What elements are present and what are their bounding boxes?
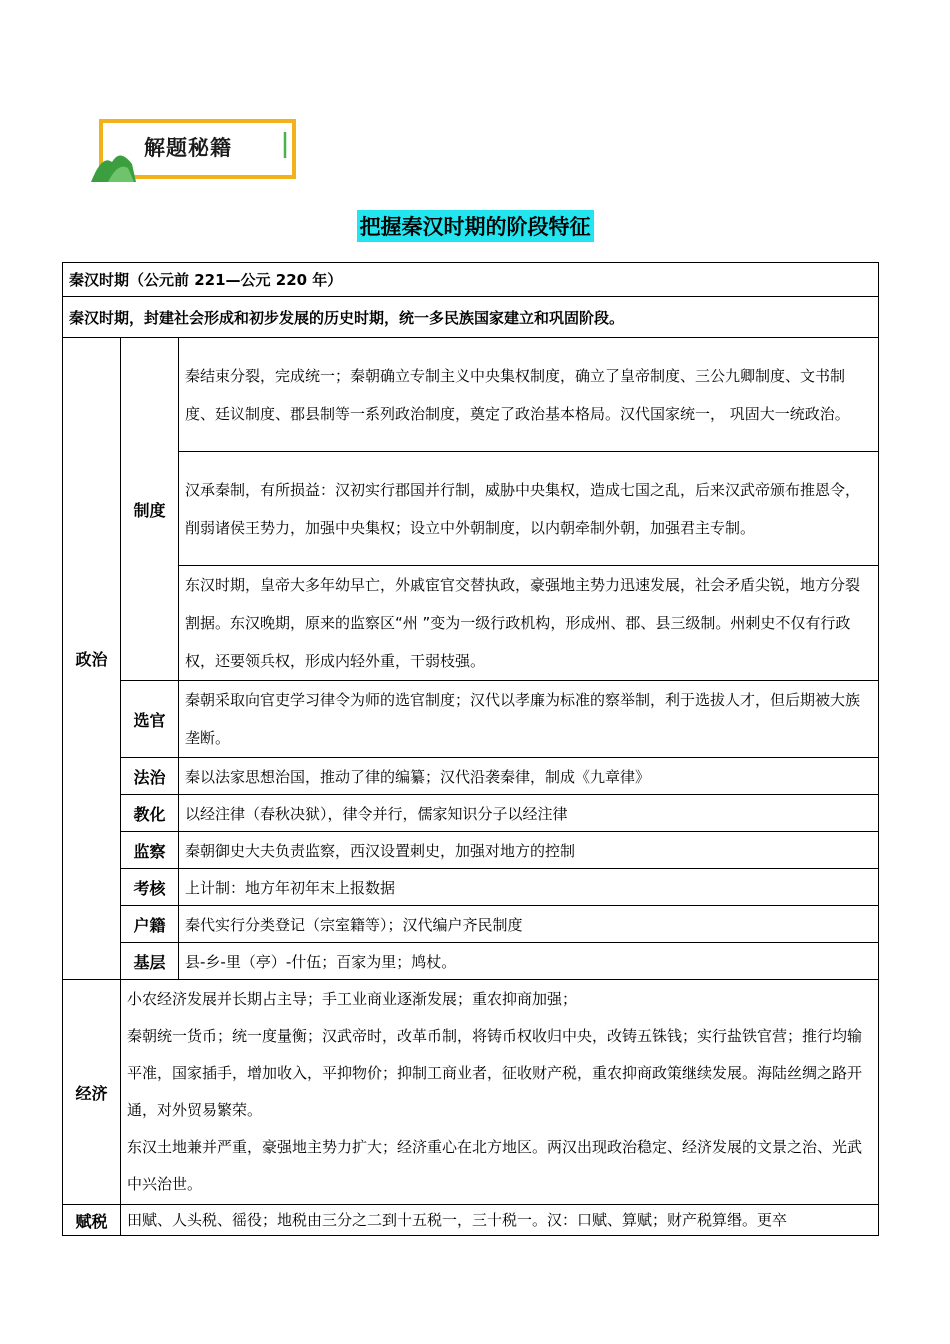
education-text: 以经注律（春秋决狱），律令并行，儒家知识分子以经注律 xyxy=(179,795,879,832)
subcategory-law: 法治 xyxy=(121,758,179,795)
law-text: 秦以法家思想治国，推动了律的编纂；汉代沿袭秦律，制成《九章律》 xyxy=(179,758,879,795)
subcategory-selection: 选官 xyxy=(121,681,179,758)
table-row xyxy=(63,906,879,943)
table-row xyxy=(63,980,879,1205)
title-wrapper xyxy=(0,210,950,242)
subcategory-education: 教化 xyxy=(121,795,179,832)
system-text-3: 东汉时期，皇帝大多年幼早亡，外戚宦官交替执政，豪强地主势力迅速发展，社会矛盾尖锐，地方分裂割据。东汉晚期，原来的监察区“州 ”变为一级行政机构，形成州、郡、县三级制。州刺史不仅有行政权，还要领兵权，形成内轻外重，干弱枝强。 xyxy=(179,566,879,681)
table-row xyxy=(63,297,879,338)
history-table xyxy=(62,262,879,1236)
assessment-text: 上计制：地方年初年末上报数据 xyxy=(179,869,879,906)
system-text-1: 秦结束分裂，完成统一；秦朝确立专制主义中央集权制度，确立了皇帝制度、三公九卿制度、文书制度、廷议制度、郡县制等一系列政治制度，奠定了政治基本格局。汉代国家统一， 巩固大一统政治。 xyxy=(179,338,879,452)
grassroots-text: 县-乡-里（亭）-什伍；百家为里；鸠杖。 xyxy=(179,943,879,980)
subcategory-system: 制度 xyxy=(121,338,179,681)
subcategory-household: 户籍 xyxy=(121,906,179,943)
table-row xyxy=(63,452,879,566)
section-badge xyxy=(88,118,296,182)
supervision-text: 秦朝御史大夫负责监察，西汉设置刺史，加强对地方的控制 xyxy=(179,832,879,869)
economy-paragraph-3: 东汉土地兼并严重，豪强地主势力扩大；经济重心在北方地区。两汉出现政治稳定、经济发展的文景之治、光武中兴治世。 xyxy=(127,1138,863,1193)
table-row xyxy=(63,338,879,452)
subcategory-assessment: 考核 xyxy=(121,869,179,906)
system-text-2: 汉承秦制，有所损益：汉初实行郡国并行制，威胁中央集权，造成七国之乱，后来汉武帝颁布推恩令，削弱诸侯王势力，加强中央集权；设立中外朝制度，以内朝牵制外朝，加强君主专制。 xyxy=(179,452,879,566)
table-row xyxy=(63,832,879,869)
category-politics: 政治 xyxy=(63,338,121,980)
household-text: 秦代实行分类登记（宗室籍等）；汉代编户齐民制度 xyxy=(179,906,879,943)
table-row xyxy=(63,1205,879,1236)
table-row xyxy=(63,681,879,758)
selection-text: 秦朝采取向官吏学习律令为师的选官制度；汉代以孝廉为标准的察举制，利于选拔人才，但后期被大族垄断。 xyxy=(179,681,879,758)
badge-label: 解题秘籍 xyxy=(144,136,232,160)
subcategory-grassroots: 基层 xyxy=(121,943,179,980)
period-heading: 秦汉时期（公元前 221—公元 220 年） xyxy=(63,263,879,297)
tax-text: 田赋、人头税、徭役；地税由三分之二到十五税一，三十税一。汉：口赋、算赋；财产税算缗。更卒 xyxy=(121,1205,879,1236)
table-row xyxy=(63,263,879,297)
table-row xyxy=(63,869,879,906)
table-row xyxy=(63,566,879,681)
table-row xyxy=(63,795,879,832)
economy-cell xyxy=(121,980,879,1205)
subcategory-supervision: 监察 xyxy=(121,832,179,869)
table-row xyxy=(63,758,879,795)
page-title: 把握秦汉时期的阶段特征 xyxy=(357,210,594,242)
category-economy: 经济 xyxy=(63,980,121,1205)
category-tax: 赋税 xyxy=(63,1205,121,1236)
table-row xyxy=(63,943,879,980)
economy-paragraph-2: 秦朝统一货币；统一度量衡；汉武帝时，改革币制，将铸币权收归中央，改铸五铢钱；实行盐铁官营；推行均输平准，国家插手，增加收入，平抑物价；抑制工商业者，征收财产税，重农抑商政策继续发展。海陆丝绸之路开通，对外贸易繁荣。 xyxy=(127,1027,863,1119)
economy-paragraph-1: 小农经济发展并长期占主导；手工业商业逐渐发展；重农抑商加强； xyxy=(127,990,578,1008)
period-summary: 秦汉时期，封建社会形成和初步发展的历史时期，统一多民族国家建立和巩固阶段。 xyxy=(63,297,879,338)
